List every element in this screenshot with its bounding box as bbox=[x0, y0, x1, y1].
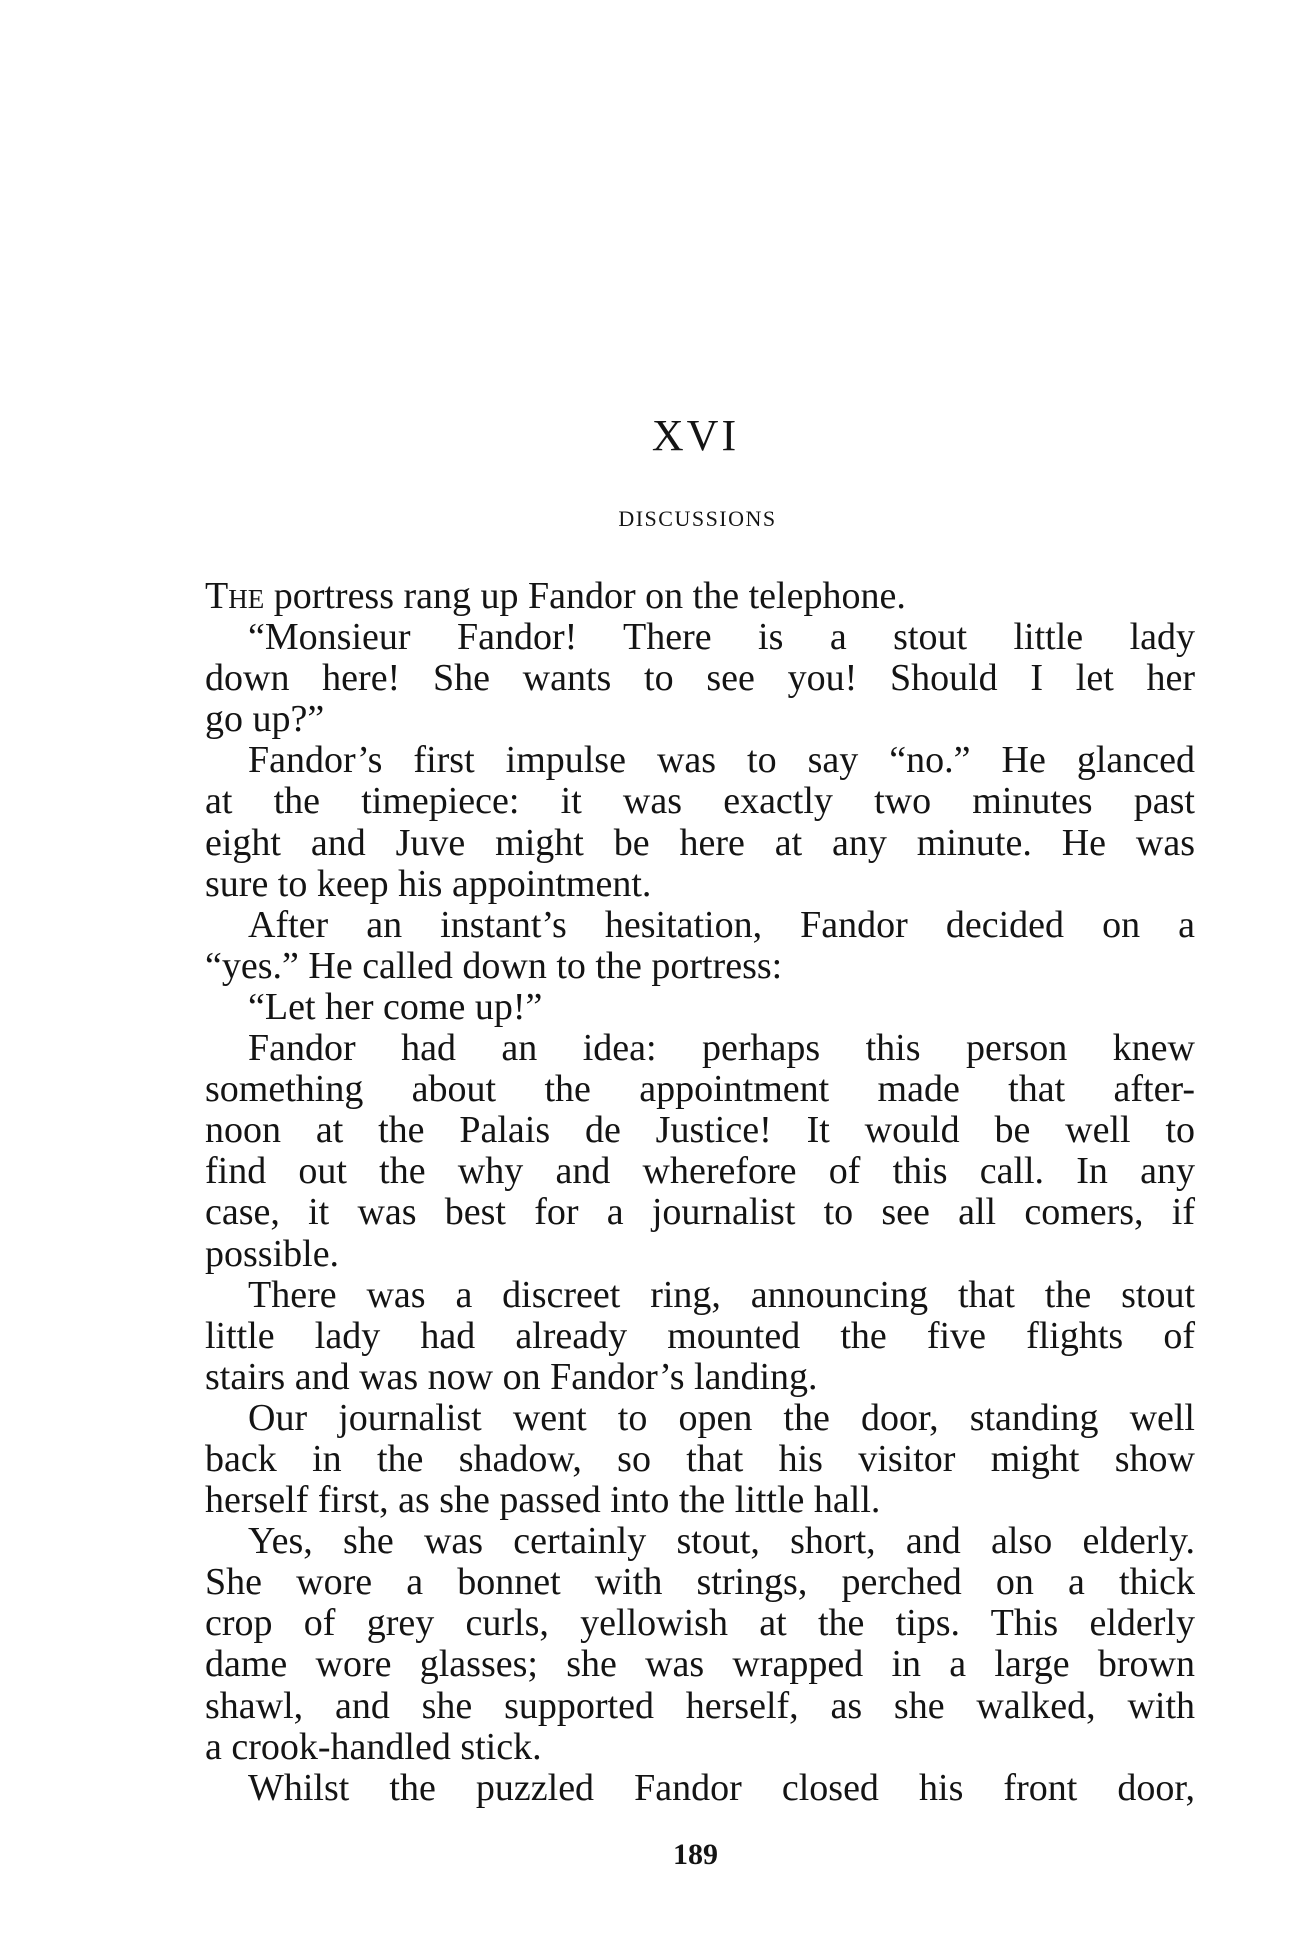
text-line-content: She wore a bonnet with strings, perched on a thick bbox=[205, 1561, 1195, 1604]
text-line bbox=[205, 1110, 1195, 1151]
text-line-content: “Let her come up!” bbox=[248, 985, 543, 1028]
text-line-content: stairs and was now on Fandor’s landing. bbox=[205, 1355, 818, 1398]
text-line-content: possible. bbox=[205, 1232, 340, 1275]
text-line-content: Fandor’s first impulse was to say “no.” He glanced bbox=[248, 739, 1195, 782]
text-line-content: “yes.” He called down to the portress: bbox=[205, 944, 783, 987]
text-line bbox=[205, 617, 1195, 658]
text-line bbox=[205, 576, 1195, 617]
text-line-content: go up?” bbox=[205, 698, 325, 741]
chapter-number: XVI bbox=[651, 411, 740, 460]
text-line bbox=[205, 1644, 1195, 1685]
text-line bbox=[205, 946, 1195, 987]
text-line bbox=[205, 1727, 1195, 1768]
text-line-content: down here! She wants to see you! Should I let her bbox=[205, 657, 1195, 700]
text-line bbox=[205, 1768, 1195, 1809]
text-line bbox=[205, 823, 1195, 864]
text-line-content: herself first, as she passed into the little hall. bbox=[205, 1479, 881, 1522]
text-line bbox=[205, 1480, 1195, 1521]
body-text bbox=[205, 576, 1195, 1809]
text-line bbox=[205, 1234, 1195, 1275]
chapter-title: DISCUSSIONS bbox=[618, 506, 777, 531]
text-line bbox=[205, 1686, 1195, 1727]
text-line bbox=[205, 987, 1195, 1028]
text-line-content: Our journalist went to open the door, standing well bbox=[248, 1396, 1195, 1439]
text-line bbox=[205, 699, 1195, 740]
text-line-content: Yes, she was certainly stout, short, and also elderly. bbox=[248, 1520, 1195, 1563]
text-line-content: at the timepiece: it was exactly two minutes past bbox=[205, 780, 1195, 823]
text-line bbox=[205, 781, 1195, 822]
text-line bbox=[205, 1562, 1195, 1603]
opening-word: The bbox=[205, 575, 265, 617]
text-line-content: Whilst the puzzled Fandor closed his front door, bbox=[248, 1766, 1195, 1809]
text-line bbox=[205, 1069, 1195, 1110]
text-line-content: crop of grey curls, yellowish at the tips. This elderly bbox=[205, 1602, 1195, 1645]
text-line-content: a crook-handled stick. bbox=[205, 1725, 542, 1768]
text-line-content: shawl, and she supported herself, as she walked, with bbox=[205, 1684, 1195, 1727]
text-line bbox=[205, 1439, 1195, 1480]
text-line bbox=[205, 1316, 1195, 1357]
text-line-content: noon at the Palais de Justice! It would be well to bbox=[205, 1109, 1195, 1152]
text-line bbox=[205, 1028, 1195, 1069]
text-line-content: case, it was best for a journalist to see all comers, if bbox=[205, 1191, 1195, 1234]
text-line bbox=[205, 1192, 1195, 1233]
text-line-content: eight and Juve might be here at any minute. He was bbox=[205, 821, 1195, 864]
text-line-content: little lady had already mounted the five flights of bbox=[205, 1314, 1195, 1357]
text-line-content: portress rang up Fandor on the telephone. bbox=[273, 575, 906, 617]
text-line bbox=[205, 905, 1195, 946]
text-line bbox=[205, 658, 1195, 699]
text-line-content: dame wore glasses; she was wrapped in a large brown bbox=[205, 1643, 1195, 1686]
text-line bbox=[205, 1603, 1195, 1644]
text-line-content: back in the shadow, so that his visitor might show bbox=[205, 1437, 1195, 1480]
text-line bbox=[205, 1398, 1195, 1439]
text-line bbox=[205, 1357, 1195, 1398]
text-line-content: Fandor had an idea: perhaps this person knew bbox=[248, 1027, 1195, 1070]
page-number: 189 bbox=[673, 1838, 718, 1871]
text-line-content: something about the appointment made that after- bbox=[205, 1068, 1195, 1111]
text-line-content: find out the why and wherefore of this call. In any bbox=[205, 1150, 1195, 1193]
text-line bbox=[205, 1521, 1195, 1562]
text-line bbox=[205, 740, 1195, 781]
text-line bbox=[205, 1275, 1195, 1316]
text-line-content: After an instant’s hesitation, Fandor decided on a bbox=[248, 903, 1195, 946]
text-line-content: There was a discreet ring, announcing that the stout bbox=[248, 1273, 1195, 1316]
text-line bbox=[205, 1151, 1195, 1192]
text-line-content: “Monsieur Fandor! There is a stout little lady bbox=[248, 616, 1195, 659]
text-line bbox=[205, 864, 1195, 905]
text-line-content: sure to keep his appointment. bbox=[205, 862, 652, 905]
